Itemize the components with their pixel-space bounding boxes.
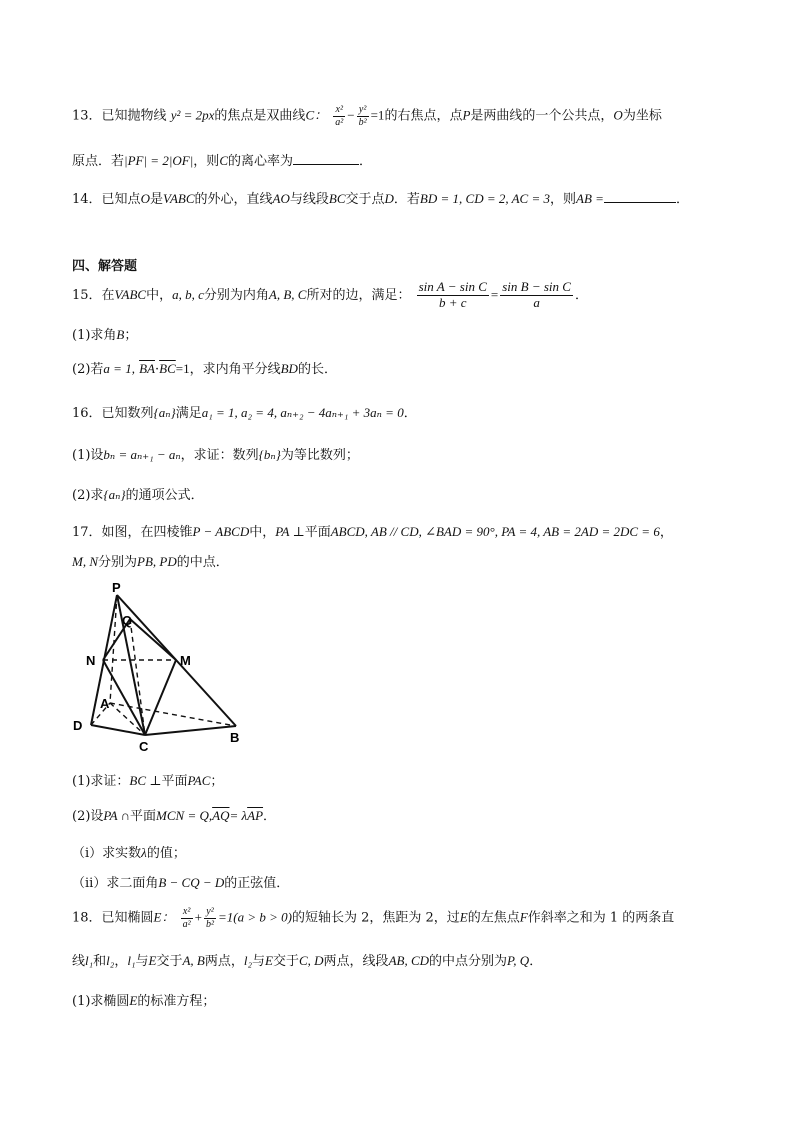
part-end: 的通项公式． xyxy=(125,488,204,503)
q16-recurrence: a₁ = 1, a₂ = 4, aₙ₊₂ − 4aₙ₊₁ + 3aₙ = 0 xyxy=(201,405,404,420)
equals: = xyxy=(490,286,499,302)
part-end: 为等比数列； xyxy=(280,448,359,463)
q15-text: 分别为内角 xyxy=(203,287,269,303)
point-o: O xyxy=(613,107,623,123)
frac-den: b² xyxy=(205,918,214,930)
q18-text: 交于 xyxy=(156,954,183,969)
dot: · xyxy=(154,362,160,377)
part-end: 的标准方程； xyxy=(137,994,216,1009)
part-end: 的正弦值． xyxy=(224,876,290,891)
q18-number: 18．已知椭圆 xyxy=(72,910,154,926)
q17-number: 17．如图，在四棱锥 xyxy=(72,525,193,540)
points-pq: P, Q xyxy=(507,953,530,968)
frac-num: sin B − sin C xyxy=(502,279,571,294)
q18-part1 xyxy=(72,990,215,1009)
q14-condition: BD = 1, CD = 2, AC = 3 xyxy=(419,191,551,206)
q15-part1 xyxy=(72,324,137,343)
q15-text: ，求内角平分线 xyxy=(189,362,281,377)
q17-part2-i xyxy=(72,842,186,861)
q14-text: ，则 xyxy=(550,192,577,207)
line-l1: l₁ xyxy=(85,953,94,968)
frac-num: sin A − sin C xyxy=(418,279,487,294)
q16-end: ． xyxy=(403,406,417,421)
q15-text: 所对的边，满足： xyxy=(306,287,411,303)
triangle-abc: VABC xyxy=(114,286,147,302)
q18-text: 和 xyxy=(93,954,107,969)
q13-line2 xyxy=(72,150,372,169)
segment-qc-hidden xyxy=(130,619,145,735)
dihedral-angle: B − CQ − D xyxy=(158,875,225,890)
part-label: (1)求证： xyxy=(72,774,130,789)
q14-answer-blank[interactable] xyxy=(604,190,676,203)
point-p: P xyxy=(462,107,471,123)
focus-f: F xyxy=(519,909,528,925)
q18-text: 两点， xyxy=(204,954,244,969)
lambda: λ xyxy=(141,845,147,860)
pa-perp: PA ⊥ xyxy=(275,524,305,539)
label-d: D xyxy=(73,718,83,733)
q13-frac-x xyxy=(333,104,345,128)
q18-frac-y xyxy=(204,906,216,930)
q18-line2 xyxy=(72,950,542,969)
q18-text: 交于 xyxy=(272,954,299,969)
ab-equals: AB = xyxy=(576,191,604,206)
frac-num: y² xyxy=(357,104,369,117)
label-p: P xyxy=(112,580,121,595)
pa-cap: PA ∩ xyxy=(103,808,131,823)
q13-end: ． xyxy=(359,154,373,169)
q13-number: 13． xyxy=(72,108,102,124)
frac-num: y² xyxy=(204,906,216,919)
q13-text: 的右焦点，点 xyxy=(384,108,463,124)
q17-line1 xyxy=(72,521,673,540)
q13-text: 的焦点是双曲线 xyxy=(214,108,306,124)
vector-aq: $\overline{AQ}$ xyxy=(212,808,230,823)
q14-number: 14． xyxy=(72,192,102,207)
label-b: B xyxy=(230,730,240,745)
q13-text: 原点．若 xyxy=(72,154,125,169)
q13-line1 xyxy=(72,104,662,128)
q15-line1 xyxy=(72,280,588,311)
q13-text: 是两曲线的一个公共点， xyxy=(470,108,614,124)
q15-part2 xyxy=(72,358,337,377)
q13-curve-c: C： xyxy=(305,107,328,123)
q18-text: 线 xyxy=(72,954,86,969)
line-ao: AO xyxy=(272,191,290,206)
ellipse-condition: =1(a > b > 0) xyxy=(217,909,292,925)
part-label: (1)求角 xyxy=(72,328,117,343)
part-label: （ii）求二面角 xyxy=(72,876,159,891)
q13-text: 的离心率为 xyxy=(227,154,293,169)
part-label: (2)求 xyxy=(72,488,104,503)
b-definition: bₙ = aₙ₊₁ − aₙ xyxy=(103,447,181,462)
segment-mc xyxy=(145,660,176,735)
q14-line1 xyxy=(72,188,689,207)
label-n: N xyxy=(86,653,96,668)
label-m: M xyxy=(180,653,191,668)
points-cd: C, D xyxy=(298,953,324,968)
sequence-a: {aₙ} xyxy=(103,487,126,502)
part-label: (2)设 xyxy=(72,809,104,824)
q17-part2 xyxy=(72,805,276,824)
q15-frac-left xyxy=(417,280,489,311)
plane-pac: PAC xyxy=(187,773,211,788)
q17-line2 xyxy=(72,551,229,570)
q18-text: 与 xyxy=(252,954,266,969)
q13-text: 为坐标 xyxy=(622,108,662,124)
q16-part1 xyxy=(72,444,359,463)
part-end: 的值； xyxy=(146,846,186,861)
q13-frac-y xyxy=(357,104,369,128)
edge-dc xyxy=(91,725,145,735)
q18-text: 的中点分别为 xyxy=(429,954,508,969)
ellipse-e: E： xyxy=(153,909,175,925)
segment-qm xyxy=(130,619,176,660)
vector-ap: $\overline{AP}$ xyxy=(247,808,264,823)
part-label: (1)设 xyxy=(72,448,104,463)
points-mn: M, N xyxy=(72,554,98,569)
label-a: A xyxy=(100,696,110,711)
ellipse-e: E xyxy=(129,993,138,1008)
edge-cb xyxy=(145,726,236,735)
q18-text: ， xyxy=(114,954,128,969)
label-c: C xyxy=(139,739,149,754)
q17-text: 平面 xyxy=(130,809,157,824)
q14-text: 的外心，直线 xyxy=(194,192,273,207)
frac-den: b² xyxy=(358,116,367,128)
q13-text: ，则 xyxy=(193,154,220,169)
segments-ab-cd: AB, CD xyxy=(388,953,430,968)
frac-den: b + c xyxy=(438,294,467,310)
q16-text: ，求证：数列 xyxy=(180,448,259,463)
q15-number: 15．在 xyxy=(72,287,115,303)
angles-abc: A, B, C xyxy=(268,286,307,302)
q17-text: 中， xyxy=(249,525,276,540)
q17-text: 平面 xyxy=(304,525,331,540)
q17-text: 的中点． xyxy=(176,555,229,570)
vector-bc: $\overline{BC}$ xyxy=(159,361,176,376)
triangle-abc: VABC xyxy=(162,191,195,206)
line-l2: l₂ xyxy=(106,953,115,968)
angle-b: B xyxy=(116,327,125,342)
sequence-a: {aₙ} xyxy=(153,405,176,420)
q17-conditions: ABCD, AB // CD, ∠BAD = 90°, PA = 4, AB = 2AD = 2DC = 6 xyxy=(330,524,660,539)
q18-text: 的左焦点 xyxy=(467,910,520,926)
frac-den: a² xyxy=(182,918,191,930)
q13-condition: |PF| = 2|OF| xyxy=(124,153,194,168)
sides-abc: a, b, c xyxy=(172,286,204,302)
sequence-b: {bₙ} xyxy=(258,447,281,462)
segment-bc: BC xyxy=(328,191,346,206)
q17-text: 分别为 xyxy=(98,555,138,570)
q18-line1 xyxy=(72,906,674,930)
q14-text: 与线段 xyxy=(289,192,329,207)
frac-den: a xyxy=(533,294,540,310)
q14-end: ． xyxy=(675,192,689,207)
q17-part2-ii xyxy=(72,872,289,891)
part-label: (1)求椭圆 xyxy=(72,994,130,1009)
q15-end: ． xyxy=(574,287,588,303)
equals-one: =1 xyxy=(175,361,190,376)
segments-pb-pd: PB, PD xyxy=(137,554,177,569)
segment-bd: BD xyxy=(280,361,298,376)
part-end: 的长． xyxy=(297,362,337,377)
point-d: D xyxy=(384,191,394,206)
side-a-value: a = 1, xyxy=(103,361,135,376)
ellipse-e: E xyxy=(148,953,157,968)
q13-answer-blank[interactable] xyxy=(293,152,359,165)
plane-mcn: MCN = Q, xyxy=(156,808,213,823)
q15-frac-right xyxy=(500,280,573,311)
part-end: ． xyxy=(263,809,277,824)
equals-lambda: = λ xyxy=(229,808,248,823)
ellipse-e: E xyxy=(265,953,273,968)
part-end: ； xyxy=(210,774,224,789)
section-title: 四、解答题 xyxy=(72,259,138,274)
part-label: （i）求实数 xyxy=(72,846,142,861)
q18-text: 的短轴长为 2，焦距为 2，过 xyxy=(291,910,460,926)
q18-frac-x xyxy=(181,906,193,930)
q13-parabola-eq: y² = 2px xyxy=(170,107,215,123)
points-ab: A, B xyxy=(182,953,205,968)
ellipse-e: E xyxy=(459,909,468,925)
bc-perp: BC ⊥ xyxy=(129,773,162,788)
curve-c: C xyxy=(219,153,228,168)
part-label: (2)若 xyxy=(72,362,104,377)
point-o: O xyxy=(140,191,150,206)
equals-one: =1 xyxy=(370,107,385,123)
q18-text: 与 xyxy=(135,954,149,969)
q16-number: 16．已知数列 xyxy=(72,406,154,421)
vector-ba: $\overline{BA}$ xyxy=(139,361,155,376)
q16-line1 xyxy=(72,402,417,421)
label-q: Q xyxy=(122,613,133,628)
pyramid-figure xyxy=(70,575,260,755)
q17-text: ， xyxy=(659,525,673,540)
pyramid-name: P − ABCD xyxy=(192,524,250,539)
frac-num: x² xyxy=(181,906,193,919)
q13-text: 已知抛物线 xyxy=(101,108,167,124)
q17-text: 平面 xyxy=(161,774,188,789)
frac-den: a² xyxy=(335,116,344,128)
q14-text: ．若 xyxy=(393,192,420,207)
q14-text: 已知点 xyxy=(101,192,141,207)
frac-num: x² xyxy=(333,104,345,117)
part-end: ； xyxy=(124,328,138,343)
q15-text: 中， xyxy=(146,287,173,303)
q17-part1 xyxy=(72,770,223,789)
minus: − xyxy=(347,107,355,123)
plus: + xyxy=(194,909,202,925)
q16-text: 满足 xyxy=(175,406,202,421)
q18-text: 两点，线段 xyxy=(323,954,389,969)
line-l1: l₁ xyxy=(127,953,136,968)
q18-text: 作斜率之和为 1 的两条直 xyxy=(527,910,675,926)
line-l2: l₂ xyxy=(243,953,252,968)
q14-text: 是 xyxy=(149,192,163,207)
q16-part2 xyxy=(72,484,204,503)
q14-text: 交于点 xyxy=(345,192,385,207)
q18-end: ． xyxy=(529,954,543,969)
